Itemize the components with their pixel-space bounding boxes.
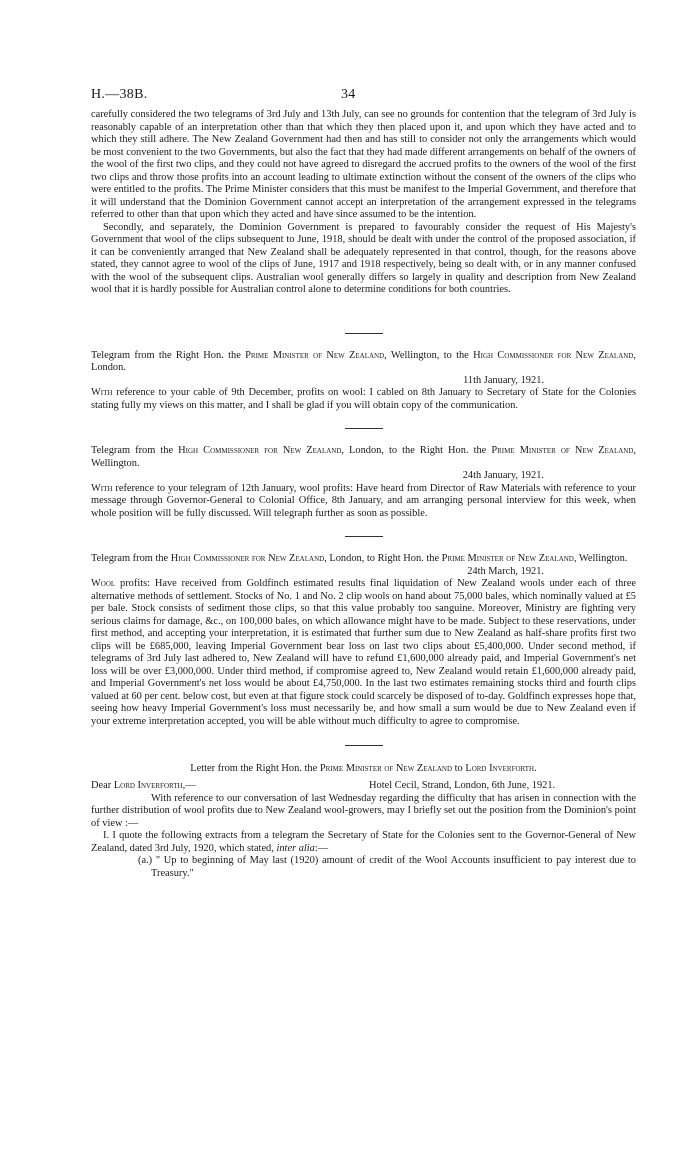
telegram-1-title: Telegram from the Right Hon. the Prime Minister of New Zealand, Wellington, to the High Commissioner for New Zealand, London. <box>91 349 636 373</box>
telegram-2-body: With reference to your telegram of 12th January, wool profits: Have heard from Director of Raw Materials with reference to your message through Governor-General to Colonial Office, 8th January, and am arranging personal interview for this week, when whole position will be fully discussed. Will telegraph further as soon as possible. <box>91 482 636 519</box>
telegram-3-title: Telegram from the High Commissioner for New Zealand, London, to Right Hon. the Prime Minister of New Zealand, Wellington. <box>91 553 628 564</box>
letter-salutation: Dear Lord Inverforth,— <box>91 779 196 791</box>
paragraph-secondly: Secondly, and separately, the Dominion Government is prepared to favourably consider the request of His Majesty's Government that wool of the clips subsequent to June, 1918, should be dealt with under the control of the proposed association, if it can be conveniently arranged that New Zealand shall be adequately represented in that control, though, for the reasons above stated, they cannot agree to wool of the clips of June, 1917 and 1918 respectively, being so dealt with, or in any manner confused with the wool of the subsequent clips. Australian wool generally differs so largely in quality and description from New Zealand wool that it is hardly possible for Australian control alone to determine conditions for both countries. <box>91 221 636 295</box>
letter-salutation-row <box>91 780 636 793</box>
telegram-1-body: With reference to your cable of 9th December, profits on wool: I cabled on 8th January to Secretary of State for the Colonies stating fully my views on this matter, and I shall be glad if you will obtain copy of the communication. <box>91 387 636 411</box>
letter-point-1a: (a.) " Up to beginning of May last (1920) amount of credit of the Wool Accounts insufficient to pay interest due to Treasury." <box>138 855 636 879</box>
telegram-2-title: Telegram from the High Commissioner for New Zealand, London, to the Right Hon. the Prime Minister of New Zealand, Wellington. <box>91 445 636 469</box>
page-content <box>91 109 636 880</box>
letter-address: Hotel Cecil, Strand, London, 6th June, 1921. <box>369 779 556 791</box>
telegram-3-date: 24th March, 1921. <box>467 565 544 577</box>
telegram-2 <box>91 445 636 520</box>
telegram-3-body: Wool profits: Have received from Goldfinch estimated results final liquidation of New Zealand wools under each of three alternative methods of settlement. Stocks of No. 1 and No. 2 clip wools on hand about 75,000 bales, which nominally valued at £5 per bale. Stock consists of sediment those clips, so that this value probably too sanguine. Moreover, Ministry are fighting very serious claims for damage, &c., on 100,000 bales, on which allowance might have to be made. Subject to these reservations, under first method, and accepting your interpretation, it is estimated that further sum due to New Zealand as half-share profits first two clips will be £685,000, leaving Imperial Government bear loss on last two clips about £5,400,000. Under second method, if telegrams of 3rd July last adhered to, New Zealand will have to refund £1,600,000 already paid, and Imperial Government's net loss will be over £3,000,000. Under third method, if compromise agreed to, New Zealand would retain £1,600,000 already paid, and Imperial Government's net loss would be about £4,750,000. In the last two estimates remaining stocks third and fourth clips valued at 60 per cent. below cost, but even at that figure stock could scarcely be disposed of to-day. Goldfinch expresses hope that, seeing how heavy Imperial Government's loss must necessarily be, and how small a sum would be due to New Zealand even if your extreme interpretation accepted, you will be able without much difficulty to agree to compromise. <box>91 578 636 727</box>
telegram-2-date: 24th January, 1921. <box>462 470 544 481</box>
telegram-1-date: 11th January, 1921. <box>463 374 544 386</box>
letter-title: Letter from the Right Hon. the Prime Minister of New Zealand to Lord Inverforth. <box>190 763 537 774</box>
telegram-3 <box>91 553 636 728</box>
page-number: 34 <box>341 87 356 102</box>
telegram-1 <box>91 350 636 413</box>
letter <box>91 763 636 880</box>
document-reference: H.—38B. <box>91 87 148 102</box>
paragraph-first-continued: carefully considered the two telegrams of 3rd July and 13th July, can see no grounds for contention that the telegram of 3rd July is reasonably capable of an interpretation other than that which they then placed upon it, and upon which they have acted and to which they still adhere. The New Zealand Government had then and has still to consider not only the arrangements which would be most convenient to the two Governments, but also the fact that they had made different arrangements on behalf of the owners of the wool of the first two clips, and they could not have agreed to disregard the accrued profits to the owners of the wool of the first two clips and throw those profits into an account leading to ultimate extinction without the consent of the owners of the clips who were entitled to the profits. The Prime Minister considers that this must be manifest to the Imperial Government, and therefore that it will understand that the Dominion Government cannot accept an interpretation of the arrangement expressed in the telegrams referred to other than that upon which they acted and have since assumed to be the intention. <box>91 109 636 220</box>
letter-point-1: I. I quote the following extracts from a telegram the Secretary of State for the Colonies sent to the Governor-General of New Zealand, dated 3rd July, 1920, which stated, inter alia:— <box>91 830 636 854</box>
letter-intro: With reference to our conversation of last Wednesday regarding the difficulty that has arisen in connection with the further distribution of wool profits due to New Zealand wool-growers, may I briefly set out the position from the Dominion's point of view :— <box>91 792 636 829</box>
